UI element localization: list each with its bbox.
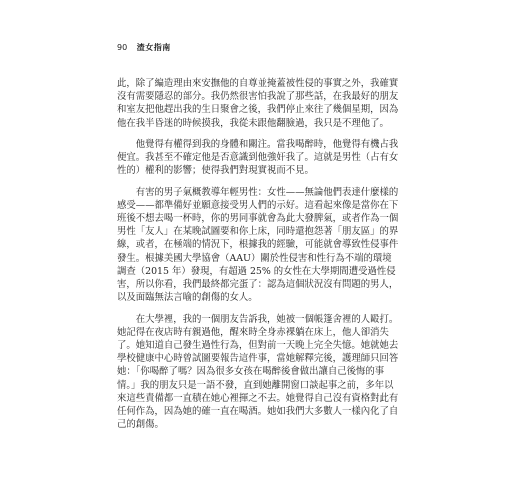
running-header xyxy=(117,42,171,53)
text-line: 和室友把他趕出我的生日聚會之後，我們停止來往了幾個星期，因為 xyxy=(117,104,399,116)
text-line: 了。她知道自己發生過性行為，但對前一天晚上完全失憶。她就她去 xyxy=(117,339,399,351)
text-line: 學校健康中心時曾試圖要報告這件事，當她解釋完後，護理師只回答 xyxy=(117,353,399,365)
text-line: 此，除了編造理由來安撫他的自尊並掩蓋被性侵的事實之外，我確實 xyxy=(117,78,399,89)
text-line: 線，或者，在極端的情況下，根據我的經驗，可能就會導致性侵事件 xyxy=(117,239,399,251)
text-line: 調查（2015 年）發現，有超過 25% 的女性在大學期間遭受過性侵 xyxy=(117,265,396,277)
text-line: 沒有需要隱忍的部分。我仍然很害怕我說了那些話，在我最好的朋友 xyxy=(117,91,399,103)
text-line: 以及面臨無法言喻的創傷的女人。 xyxy=(117,292,258,304)
text-line: 性的）權利的影響；使得我們對現實視而不見。 xyxy=(117,165,314,177)
text-line: 來這些責備都一直積在她心裡揮之不去。她覺得自己沒有資格對此有 xyxy=(117,392,399,404)
book-title: 渣女指南 xyxy=(136,43,171,52)
text-line: 害，所以你看，我們最終都完蛋了：認為這個狀況沒有問題的男人， xyxy=(117,279,399,290)
text-line: 他覺得有權得到我的身體和關注。當我喝醉時，他覺得有機占我 xyxy=(117,138,399,150)
text-line: 感受——都準備好並願意接受男人們的示好。這看起來像是當你在下 xyxy=(117,199,399,211)
text-line: 男性「友人」在某晚試圖要和你上床，同時還抱怨著「朋友區」的界 xyxy=(117,226,399,238)
text-line: 在大學裡，我的一個朋友告訴我，她被一個帳篷舍裡的人毆打。 xyxy=(117,313,399,325)
page-number: 90 xyxy=(117,43,128,52)
text-line: 班後不想去喝一杯時，你的男同事就會為此大發脾氣，或者作為一個 xyxy=(117,213,399,225)
text-line: 發生。根據美國大學協會（AAU）關於性侵害和性行為不端的環境 xyxy=(117,252,392,264)
text-line: 己的創傷。 xyxy=(117,419,164,431)
body-text xyxy=(117,77,417,431)
text-line: 任何作為，因為她的確一直在喝酒。她如我們大多數人一樣內化了自 xyxy=(117,405,399,417)
text-line: 有害的男子氣概教導年輕男性：女性——無論他們表達什麼樣的 xyxy=(117,186,399,198)
text-line: 她記得在夜店時有親過他，醒來時全身赤裸躺在床上，他人卻消失 xyxy=(117,326,389,338)
text-line: 便宜。我甚至不確定他是否意識到他強奸我了。這就是男性（占有女 xyxy=(117,152,399,164)
text-line: 情。」我的朋友只是一語不發，直到她離開窗口談起事之前，多年以 xyxy=(117,379,394,391)
text-line: 他在我半昏迷的時候摸我，我從未跟他翻臉過，我只是不理他了。 xyxy=(117,117,389,129)
text-line: 她：「你喝醉了嗎？因為很多女孩在喝醉後會做出讓自己後悔的事 xyxy=(117,366,385,378)
